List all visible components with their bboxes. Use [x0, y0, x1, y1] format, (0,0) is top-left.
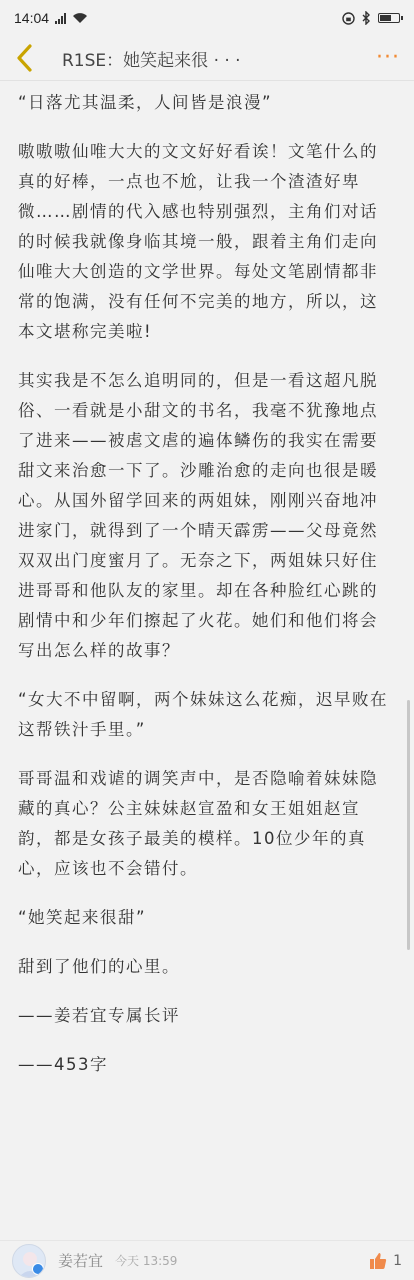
paragraph: 甜到了他们的心里。: [18, 957, 180, 976]
paragraph: 嗷嗷嗷仙唯大大的文文好好看诶！文笔什么的真的好棒，一点也不尬，让我一个渣渣好卑微……剧情的代入感也特别强烈，主角们对话的时候我就像身临其境一般，跟着主角们走向仙唯大大创造的文学世界。每处文笔剧情都非常的饱满，没有任何不完美的地方，所以，这本文堪称完美啦!: [18, 142, 378, 341]
status-right: [342, 11, 400, 25]
paragraph: “她笑起来很甜”: [18, 908, 147, 927]
chevron-left-icon: [15, 44, 33, 72]
bluetooth-icon: [362, 11, 371, 25]
paragraph: 其实我是不怎么追明同的，但是一看这超凡脱俗、一看就是小甜文的书名，我毫不犹豫地点了进来——被虐文虐的遍体鳞伤的我实在需要甜文来治愈一下了。沙雕治愈的走向也很是暖心。从国外留学回来的两姐妹，刚刚兴奋地冲进家门，就得到了一个晴天霹雳——父母竟然双双出门度蜜月了。无奈之下，两姐妹只好住进哥哥和他队友的家里。却在各种脸红心跳的剧情中和少年们擦起了火花。她们和他们将会写出怎么样的故事？: [18, 371, 378, 660]
clock: 14:04: [14, 10, 50, 26]
avatar[interactable]: [12, 1244, 46, 1278]
article-body: [18, 88, 392, 1099]
paragraph: “女大不中留啊，两个妹妹这么花痴，迟早败在这帮铁汁手里。”: [18, 690, 389, 739]
timestamp: 今天 13:59: [115, 1254, 178, 1268]
battery-level: [380, 15, 391, 21]
wifi-icon: [72, 12, 88, 24]
back-button[interactable]: [2, 36, 46, 80]
more-button[interactable]: [366, 36, 410, 80]
paragraph: ——453字: [18, 1055, 108, 1074]
signal-icon: [55, 13, 66, 24]
paragraph: 哥哥温和戏谑的调笑声中，是否隐喻着妹妹隐藏的真心？公主妹妹赵宣盈和女王姐姐赵宣韵，都是女孩子最美的模样。10位少年的真心，应该也不会错付。: [18, 769, 378, 878]
paragraph: ——姜若宜专属长评: [18, 1006, 180, 1025]
battery-icon: [378, 13, 400, 23]
like-button[interactable]: [369, 1252, 402, 1270]
verified-badge-icon: [32, 1263, 44, 1275]
lock-rotation-icon: [342, 12, 355, 25]
like-count: 1: [393, 1252, 402, 1269]
status-bar: [0, 0, 414, 36]
comment-footer: [0, 1240, 414, 1280]
thumbs-up-icon: [369, 1252, 387, 1270]
scrollbar[interactable]: [407, 700, 410, 950]
nav-bar: [0, 36, 414, 81]
author-name[interactable]: 姜若宜: [58, 1252, 104, 1270]
page-title: R1SE：她笑起来很 · · ·: [62, 50, 241, 71]
status-left: [14, 10, 88, 26]
more-icon: ···: [376, 45, 400, 70]
paragraph: “日落尤其温柔，人间皆是浪漫”: [18, 93, 273, 112]
